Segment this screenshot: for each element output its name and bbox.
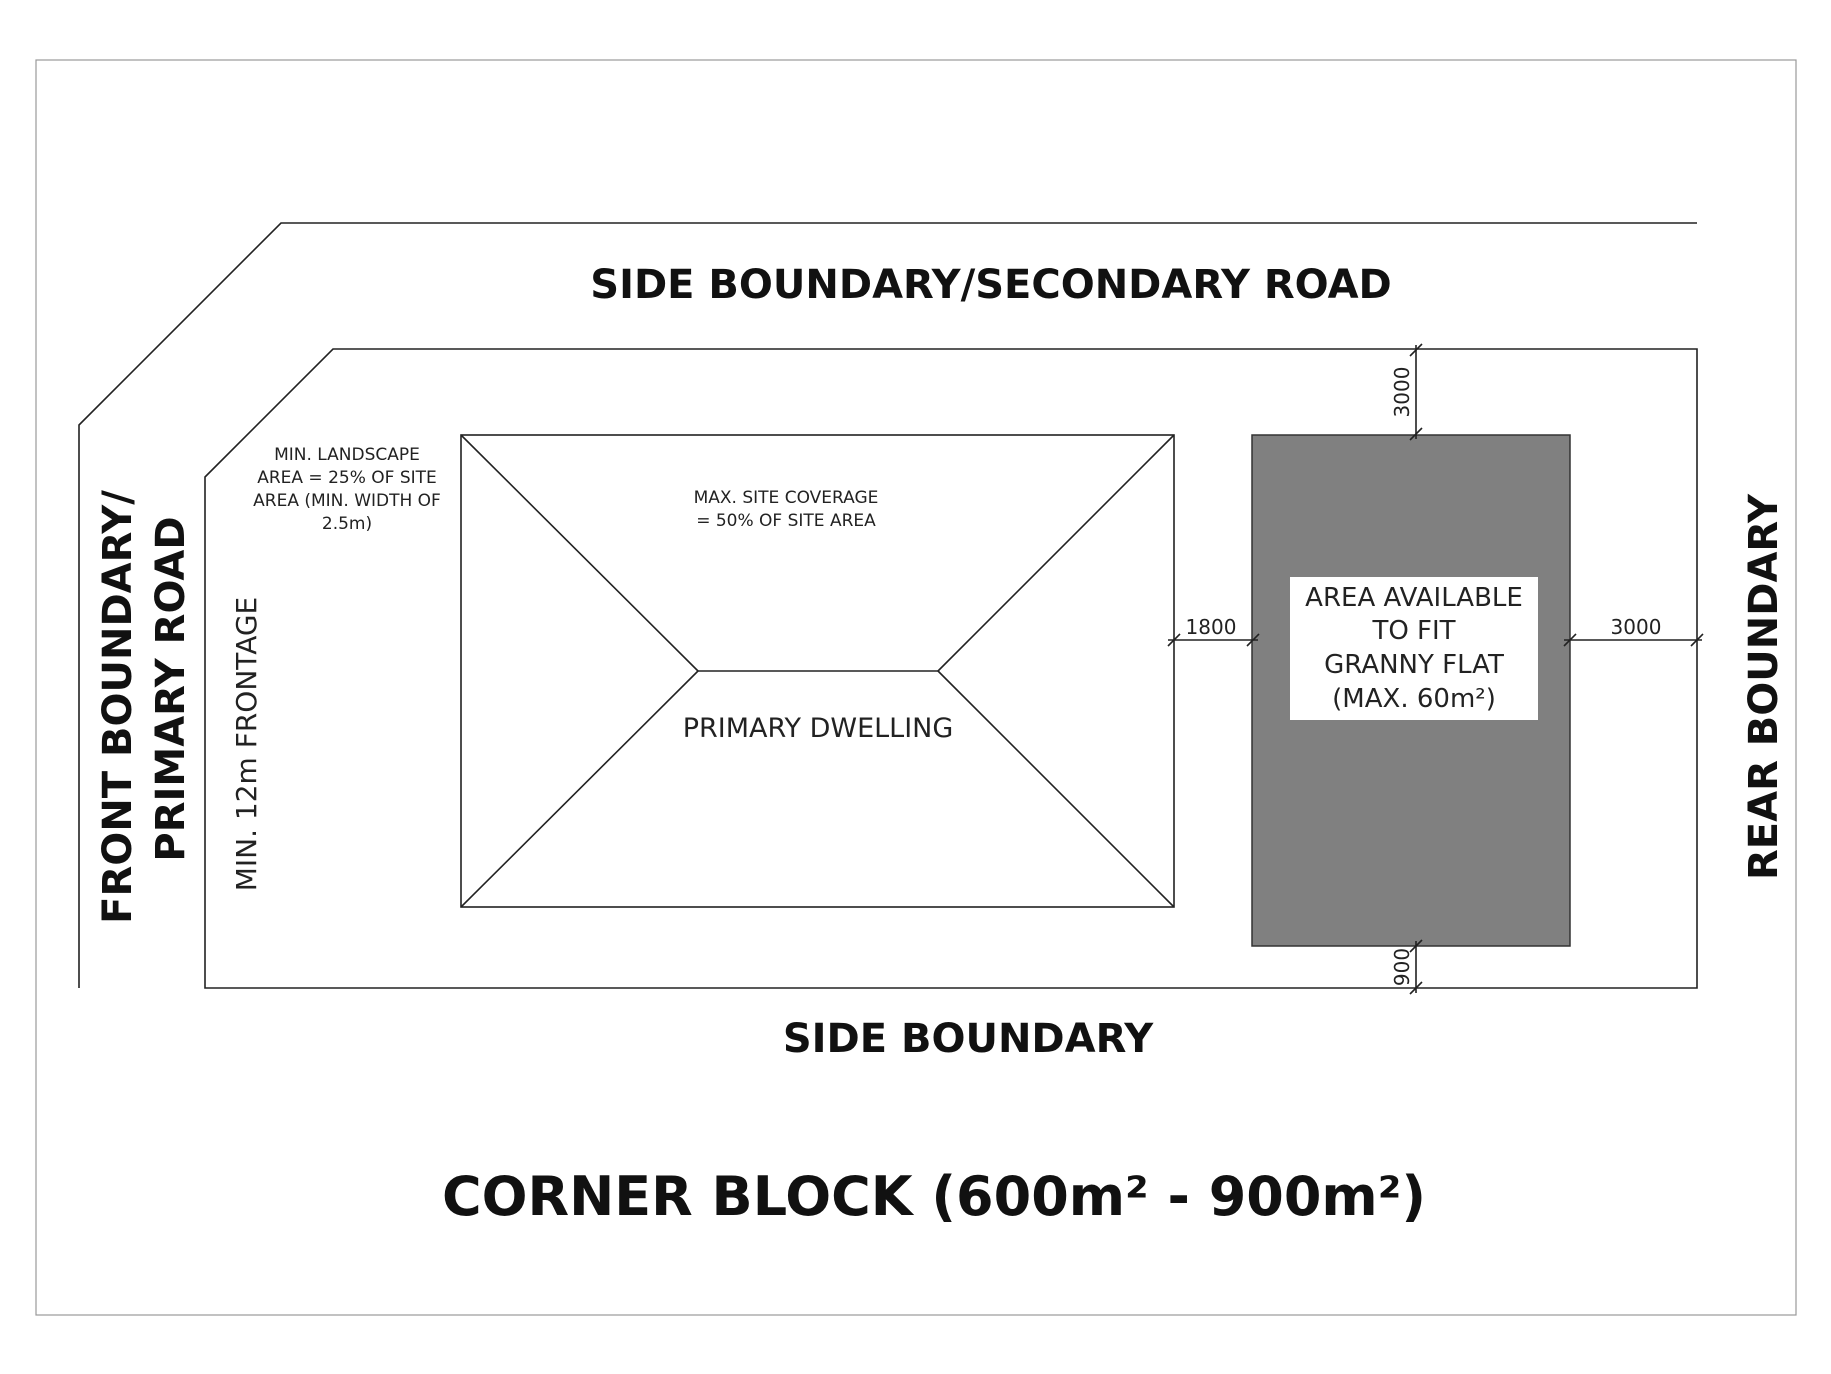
dimension-rear (1564, 615, 1703, 646)
landscape-note-line: 2.5m) (321, 514, 373, 534)
primary-road-label: PRIMARY ROAD (148, 516, 194, 862)
drawing-title: CORNER BLOCK (600m² - 900m²) (441, 1165, 1427, 1228)
granny-flat-note-line: TO FIT (1372, 616, 1456, 646)
dimension-bottom (1390, 940, 1422, 994)
granny-flat-note-line: (MAX. 60m²) (1332, 684, 1496, 714)
dimension-top (1390, 344, 1422, 440)
landscape-note-line: MIN. LANDSCAPE (274, 445, 420, 465)
dimension-bottom-label: 900 (1390, 947, 1414, 987)
frontage-label: MIN. 12m FRONTAGE (230, 596, 263, 892)
side-boundary-label: SIDE BOUNDARY (782, 1016, 1154, 1062)
landscape-note-line: AREA (MIN. WIDTH OF (253, 491, 441, 511)
front-boundary-label: FRONT BOUNDARY/ (95, 490, 141, 924)
roof-hip-line (938, 671, 1174, 907)
dimension-top-label: 3000 (1390, 366, 1414, 418)
primary-dwelling-label: PRIMARY DWELLING (682, 713, 954, 744)
roof-hip-line (461, 435, 698, 671)
side-secondary-road-label: SIDE BOUNDARY/SECONDARY ROAD (590, 262, 1392, 308)
granny-flat-note-line: AREA AVAILABLE (1305, 583, 1523, 613)
roof-hip-line (461, 671, 698, 907)
granny-flat-note-line: GRANNY FLAT (1324, 650, 1504, 680)
landscape-note-line: AREA = 25% OF SITE (257, 468, 437, 488)
landscape-note (253, 445, 441, 534)
rear-boundary-label: REAR BOUNDARY (1741, 494, 1787, 880)
dimension-rear-label: 3000 (1610, 615, 1662, 639)
dimension-middle (1168, 615, 1259, 646)
coverage-note-line: MAX. SITE COVERAGE (693, 488, 879, 508)
dimension-middle-label: 1800 (1185, 615, 1237, 639)
coverage-note (694, 488, 879, 531)
coverage-note-line: = 50% OF SITE AREA (696, 511, 876, 531)
roof-hip-line (938, 435, 1174, 671)
